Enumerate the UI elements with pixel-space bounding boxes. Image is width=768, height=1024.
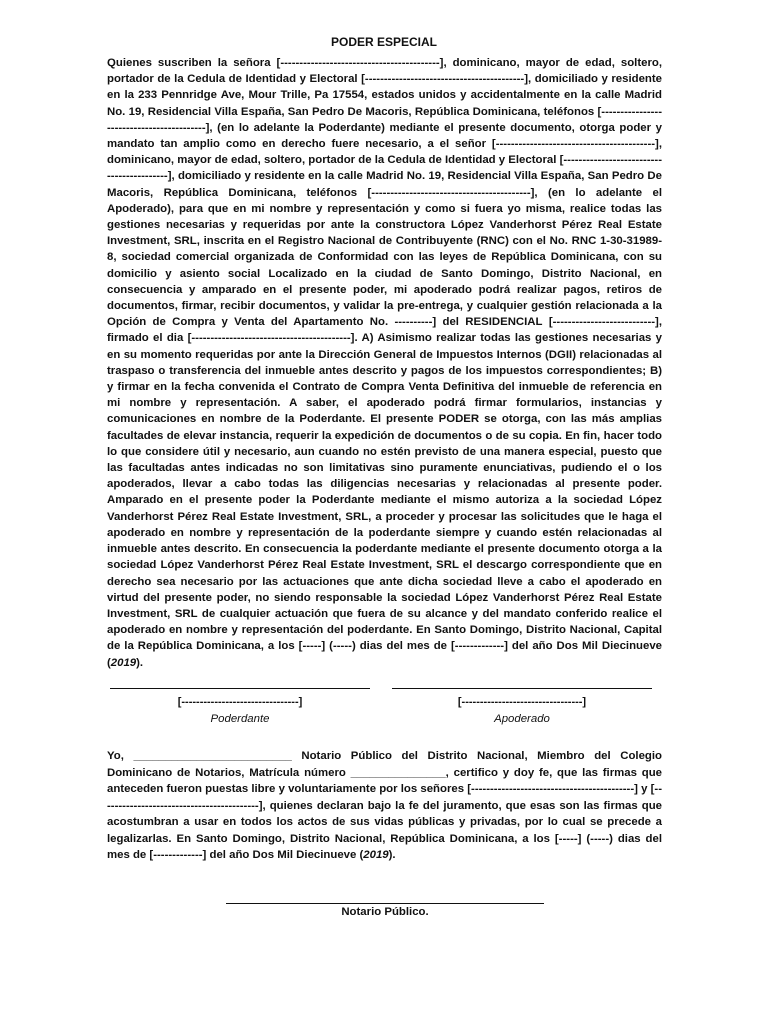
poderdante-role-label: Poderdante (210, 713, 270, 725)
notary-signature-line (226, 903, 544, 904)
notary-text-part-3: ). (388, 849, 396, 861)
signature-line (392, 688, 652, 689)
document-title: PODER ESPECIAL (330, 35, 438, 49)
poder-bold: PODER (438, 413, 480, 426)
poderdante-name-placeholder: [--------------------------------] (177, 696, 303, 708)
apoderado-role-label: Apoderado (494, 713, 550, 725)
body-paragraph (107, 55, 662, 671)
body-text-part-3: [---------------------------], firmado el dia [------------------------------------------]. A) Asimismo realizar todas las gestiones necesarias y en su momento requeridas por ante la Dirección General de Impuestos Internos (DGII) relacionadas al traspaso o transferencia del inmueble antes descrito y pagos de los impuestos correspondientes; B) y firmar en la fecha convenida el Contrato de Compra Venta Definitiva del inmueble de referencia en mi nombre y representación. A saber, el apoderado podrá firmar formularios, instancias y comunicaciones en nombre de la Poderdante. El presente (107, 316, 662, 426)
apoderado-signature-block (392, 688, 652, 727)
notary-signature-block (226, 903, 544, 918)
body-text-part-5: ). (136, 656, 144, 669)
company-name-bold: López Vanderhorst Pérez Real Estate Investment, SRL (107, 219, 663, 248)
notary-label: Notario Público. (341, 906, 429, 918)
notary-text-part-1: Yo, _________________________ Notario Público del Distrito Nacional, Miembro del Colegio Dominicano de Notarios, Matrícula número _______________, certifico y doy fe, que las firmas que anteceden fueron puestas libre y voluntariamente por los señores [-------------------------------------------] (107, 750, 662, 795)
signature-line (110, 688, 370, 689)
body-text-part-1: Quienes suscriben la señora [------------------------------------------], dominicano, mayor de edad, soltero, portador de la Cedula de Identidad y Electoral [------------------------------------------], domiciliado y residente en la 233 Pennridge Ave, Mour Trille, Pa 17554, estados unidos y accidentalmente en la calle Madrid No. 19, Residencial Villa España, San Pedro De Macoris, República Dominicana, teléfonos [------------------------------------------], (en lo adelante la Poderdante) mediante el presente documento, otorga poder y mandato tan amplio como en derecho fuere necesario, a el señor [------------------------------------------], dominicano, mayor de edad, soltero, portador de la Cedula de Identidad y Electoral [------------------------------------------], domiciliado y residente en la calle Madrid No. 19, Residencial Villa España, San Pedro De Macoris, República Dominicana, teléfonos [------------------------------------------], (en lo adelante el Apoderado), para que en mi nombre y representación y como si fuera yo misma, realice todas las gestiones necesarias y requeridas por ante la constructora (107, 57, 662, 232)
notary-certification-paragraph (107, 748, 662, 864)
notary-y-bold: y (641, 783, 648, 795)
notary-text-part-2: [------------------------------------------], quienes declaran bajo la fe del juramento, que esas son las firmas que acostumbran a usar en todos los actos de sus vidas públicas y privadas, por lo cual se precede a legalizarlas. En Santo Domingo, Distrito Nacional, República Dominicana, a los [-----] (-----) dias del mes de [-------------] del año Dos Mil Diecinueve ( (107, 783, 663, 861)
apoderado-name-placeholder: [---------------------------------] (457, 696, 587, 708)
residencial-bold: RESIDENCIAL (465, 316, 543, 329)
body-text-part-2: , inscrita en el Registro Nacional de Contribuyente (RNC) con el No. RNC 1-30-31989-8, sociedad comercial organizada de Conformidad con las leyes de República Dominicana, con su domicilio y asiento social Localizado en la ciudad de Santo Domingo, Distrito Nacional, en consecuencia y amparado en el presente poder, mi apoderado podrá realizar pagos, retiros de documentos, firmar, recibir documentos, y validar la pre-entrega, y cualquier gestión relacionada a la Opción de Compra y Venta del Apartamento No. ----------] del (107, 235, 663, 329)
year-italic: 2019 (110, 656, 137, 669)
body-text-part-4: se otorga, con las más amplias facultades de elevar instancia, requerir la expedición de documentos o de su copia. En fin, hacer todo lo que considere útil y necesario, aun cuando no estén previsto de una manera especial, puesto que las facultadas antes indicadas no son limitativas sino puramente enunciativas, pudiendo el o los apoderados, llevar a cabo todas las diligencias necesarias y relacionadas al presente poder. Amparado en el presente poder la Poderdante mediante el mismo autoriza a la sociedad López Vanderhorst Pérez Real Estate Investment, SRL, a proceder y procesar las solicitudes que le haga el apoderado en nombre y representación de la poderdante siempre y cuando estén relacionadas al inmueble antes descrito. En consecuencia la poderdante mediante el presente documento otorga a la sociedad López Vanderhorst Pérez Real Estate Investment, SRL el descargo correspondiente que en derecho sea necesario por las actuaciones que ante dicha sociedad lleve a cabo el apoderado en virtud del presente poder, no siendo responsable la sociedad López Vanderhorst Pérez Real Estate Investment, SRL de cualquier actuación que fuera de su alcance y del mandato conferido realice el apoderado en nombre y representación del poderdante. En Santo Domingo, Distrito Nacional, Capital de la República Dominicana, a los [-----] (-----) dias del mes de [-------------] del año Dos Mil Diecinueve ( (107, 413, 663, 669)
notary-year-italic: 2019 (363, 849, 389, 861)
poderdante-signature-block (110, 688, 370, 727)
